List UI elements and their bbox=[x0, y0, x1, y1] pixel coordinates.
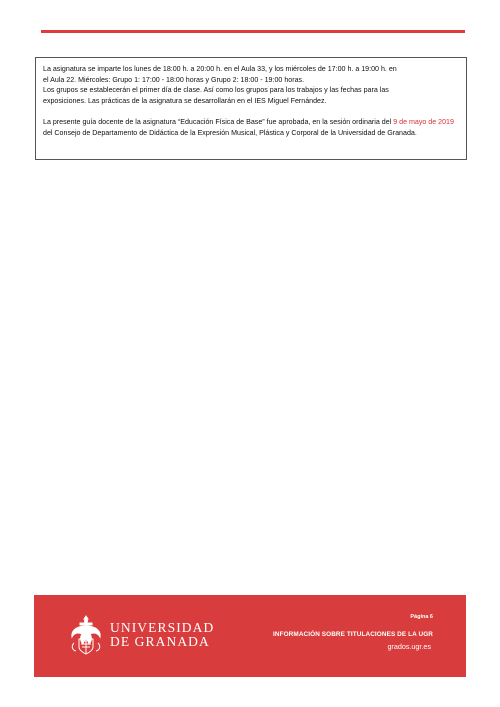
approval-date: 9 de mayo de 2019 bbox=[393, 117, 454, 126]
info-title: INFORMACIÓN SOBRE TITULACIONES DE LA UGR bbox=[273, 631, 433, 638]
header-rule bbox=[41, 30, 465, 33]
university-crest-icon bbox=[66, 613, 106, 657]
university-name-line-2: DE GRANADA bbox=[110, 634, 210, 649]
schedule-line-1: La asignatura se imparte los lunes de 18:00 h. a 20:00 h. en el Aula 33, y los miércoles de 17:00 h. a 19:00 h. en bbox=[43, 65, 397, 73]
schedule-line-3: Los grupos se establecerán el primer día de clase. Así como los grupos para los trabajos y las fechas para las bbox=[43, 86, 389, 95]
university-name bbox=[110, 621, 214, 649]
schedule-text-box bbox=[35, 57, 467, 160]
approval-paragraph bbox=[43, 117, 460, 138]
approval-text-end: del Consejo de Departamento de Didáctica de la Expresión Musical, Plástica y Corporal de la Universidad de Granada. bbox=[43, 128, 417, 137]
page-number: Página 6 bbox=[410, 614, 433, 620]
approval-text-start: La presente guía docente de la asignatura “Educación Física de Base” fue aprobada, en la sesión ordinaria del bbox=[43, 117, 394, 126]
schedule-line-2: el Aula 22. Miércoles: Grupo 1: 17:00 - 18:00 horas y Grupo 2: 18:00 - 19:00 horas. bbox=[43, 75, 305, 84]
schedule-line-4: exposiciones. Las prácticas de la asignatura se desarrollarán en el IES Miguel Fernández. bbox=[43, 97, 327, 106]
footer-banner bbox=[34, 595, 466, 677]
university-name-line-1: UNIVERSIDAD bbox=[110, 620, 215, 635]
site-link[interactable]: grados.ugr.es bbox=[387, 642, 431, 651]
schedule-paragraph bbox=[43, 64, 460, 107]
paragraph-spacer bbox=[43, 107, 460, 117]
